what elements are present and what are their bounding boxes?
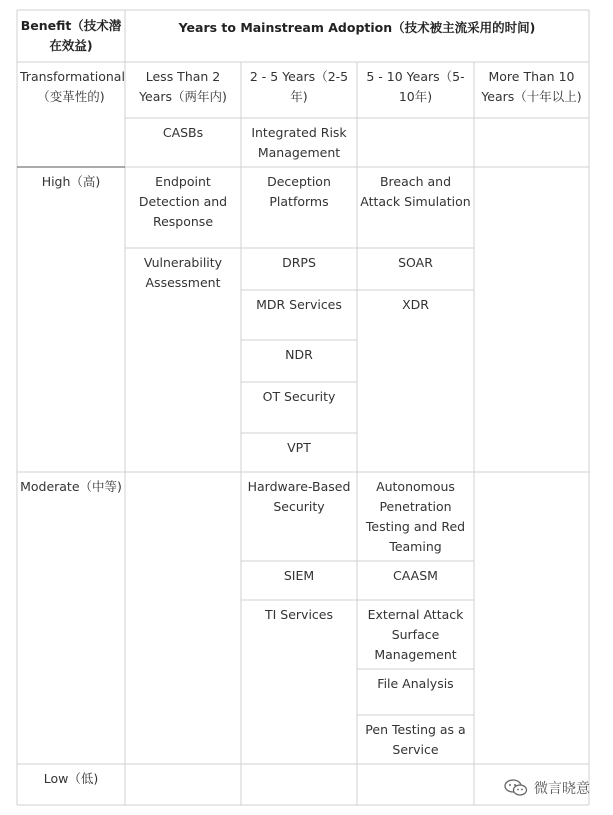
cell-hardware-based-security: Hardware-Based Security bbox=[247, 479, 351, 514]
header-years-to-adoption: Years to Mainstream Adoption（技术被主流采用的时间) bbox=[178, 20, 536, 35]
cell-autonomous-penetration-testing: Autonomous Penetration Testing and Red Teaming bbox=[365, 479, 466, 554]
column-less-than-2-years: Less Than 2 Years（两年内) bbox=[139, 69, 227, 104]
cell-integrated-risk-management: Integrated Risk Management bbox=[251, 125, 347, 160]
column-2-5-years: 2 - 5 Years（2-5年) bbox=[249, 69, 349, 104]
row-label-low: Low（低) bbox=[43, 771, 99, 786]
cell-file-analysis: File Analysis bbox=[377, 676, 454, 691]
cell-ti-services: TI Services bbox=[264, 607, 333, 622]
row-label-moderate: Moderate（中等) bbox=[20, 479, 122, 494]
cell-mdr-services: MDR Services bbox=[256, 297, 342, 312]
cell-xdr: XDR bbox=[402, 297, 429, 312]
header-benefit: Benefit（技术潜在效益) bbox=[20, 18, 122, 53]
cell-external-attack-surface-management: External Attack Surface Management bbox=[367, 607, 464, 662]
cell-deception-platforms: Deception Platforms bbox=[267, 174, 331, 209]
cell-vulnerability-assessment: Vulnerability Assessment bbox=[143, 255, 223, 290]
row-label-transformational: Transformational（变革性的) bbox=[20, 69, 125, 104]
cell-pen-testing-as-a-service: Pen Testing as a Service bbox=[365, 722, 466, 757]
cell-casbs: CASBs bbox=[162, 125, 204, 140]
wechat-chat-icon bbox=[504, 779, 528, 797]
cell-soar: SOAR bbox=[398, 255, 433, 270]
row-label-high: High（高) bbox=[41, 174, 101, 189]
watermark bbox=[504, 776, 590, 800]
cell-endpoint-detection-and-response: Endpoint Detection and Response bbox=[138, 174, 228, 229]
cell-caasm: CAASM bbox=[393, 568, 438, 583]
column-more-than-10-years: More Than 10 Years（十年以上) bbox=[481, 69, 582, 104]
watermark-text: 微言晓意 bbox=[534, 781, 590, 797]
cell-ndr: NDR bbox=[285, 347, 313, 362]
cell-drps: DRPS bbox=[282, 255, 316, 270]
cell-ot-security: OT Security bbox=[262, 389, 336, 404]
cell-breach-and-attack-simulation: Breach and Attack Simulation bbox=[360, 174, 471, 209]
cell-siem: SIEM bbox=[283, 568, 315, 583]
cell-vpt: VPT bbox=[287, 440, 311, 455]
column-5-10-years: 5 - 10 Years（5-10年) bbox=[366, 69, 465, 104]
